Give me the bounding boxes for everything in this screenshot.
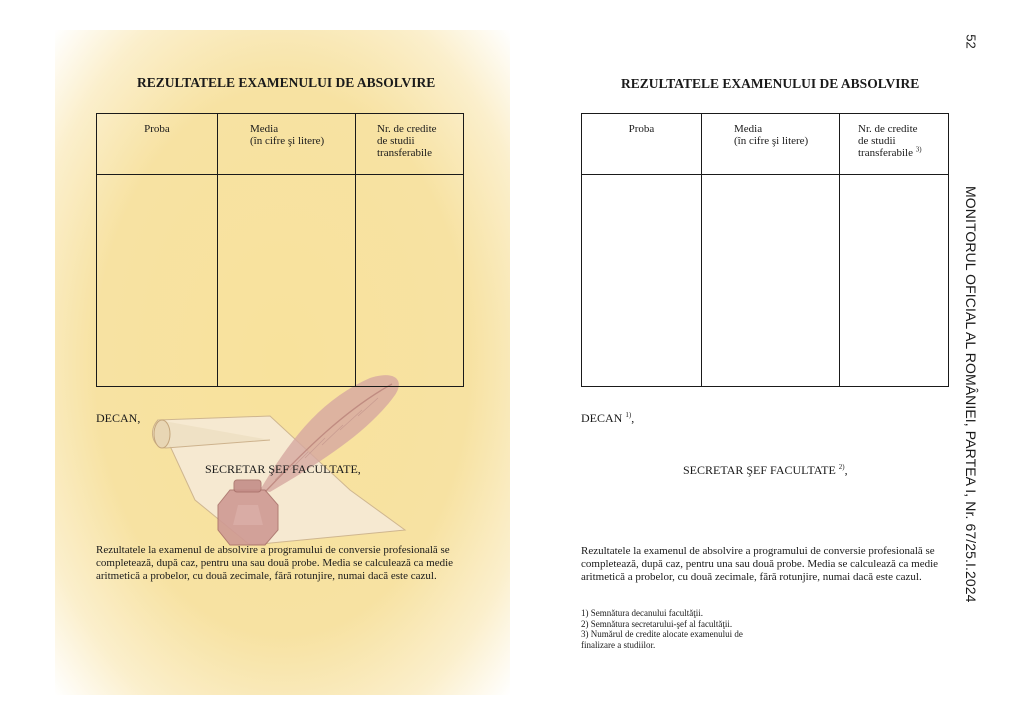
proba-input-cell[interactable]: [582, 175, 702, 387]
media-input-cell[interactable]: [702, 175, 840, 387]
column-header-proba: Proba: [97, 114, 218, 175]
left-explanatory-note: Rezultatele la examenul de absolvire a programului de conversie profesională se completează, după caz, pentru una sau două probe. Media se calculează ca medie aritmetică a probelor, cu două zecimale, fără rotunjire, numai dacă este cazul.: [96, 544, 454, 582]
footnote-item: 2) Semnătura secretarului-şef al facultăţii.: [581, 618, 733, 629]
column-header-credite: Nr. de credite de studii transferabile: [356, 114, 464, 175]
column-header-media: Media (în cifre şi litere): [218, 114, 356, 175]
media-input-cell[interactable]: [218, 175, 356, 387]
footnote-item: finalizare a studiilor.: [581, 639, 656, 650]
right-explanatory-note: Rezultatele la examenul de absolvire a programului de conversie profesională se completează, după caz, pentru una sau două probe. Media se calculează ca medie aritmetică a probelor, cu două zecimale, fără rotunjire, numai dacă este cazul.: [581, 545, 939, 583]
column-header-media: Media (în cifre şi litere): [702, 114, 840, 175]
credite-input-cell[interactable]: [840, 175, 949, 387]
column-header-credite: Nr. de credite de studii transferabile $^{3)}$: [840, 114, 949, 175]
credite-input-cell[interactable]: [356, 175, 464, 387]
left-secretar-label: SECRETAR ŞEF FACULTATE,: [205, 462, 361, 476]
left-page-title: REZULTATELE EXAMENULUI DE ABSOLVIRE: [137, 75, 436, 90]
right-decan-label: DECAN $^{1)}$,: [581, 411, 635, 425]
publication-header: MONITORUL OFICIAL AL ROMÂNIEI, PARTEA I, Nr. 67/25.I.2024: [963, 186, 979, 603]
right-results-table: [581, 113, 949, 387]
footnote-marker-1: 1): [625, 411, 632, 419]
page-number: 52: [963, 34, 979, 49]
left-results-table: [96, 113, 464, 387]
footnote-item: 1) Semnătura decanului facultăţii.: [581, 608, 703, 618]
footnote-marker-2: 2): [838, 463, 845, 471]
right-secretar-label: SECRETAR ŞEF FACULTATE $^{2)}$,: [683, 463, 848, 477]
left-decan-label: DECAN,: [96, 411, 141, 425]
column-header-proba: Proba: [582, 114, 702, 175]
right-page-title: REZULTATELE EXAMENULUI DE ABSOLVIRE: [621, 76, 920, 91]
footnotes-list: [581, 608, 743, 650]
footnote-item: 3) Numărul de credite alocate examenului de: [581, 629, 743, 639]
proba-input-cell[interactable]: [97, 175, 218, 387]
footnote-marker-3: 3): [915, 145, 922, 154]
